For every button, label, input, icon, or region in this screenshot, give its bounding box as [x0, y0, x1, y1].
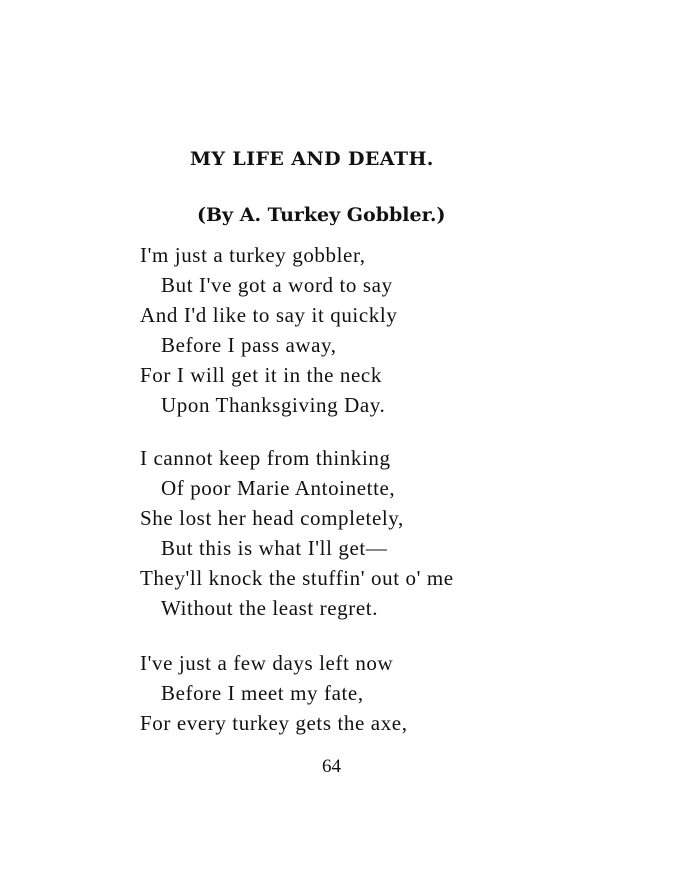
poem-line: She lost her head completely, — [140, 506, 404, 530]
poem-line: Before I pass away, — [161, 333, 337, 357]
poem-line: But I've got a word to say — [161, 273, 393, 297]
page-number: 64 — [322, 756, 341, 777]
poem-line: I cannot keep from thinking — [140, 446, 391, 470]
stanza-3 — [140, 648, 408, 738]
poem-title: MY LIFE AND DEATH. — [190, 148, 434, 170]
poem-line: They'll knock the stuffin' out o' me — [140, 566, 454, 590]
poem-line: I've just a few days left now — [140, 651, 394, 675]
poem-line: Upon Thanksgiving Day. — [161, 393, 386, 417]
poem-line: For I will get it in the neck — [140, 363, 382, 387]
poem-line: Of poor Marie Antoinette, — [161, 476, 396, 500]
poem-line: Without the least regret. — [161, 596, 379, 620]
poem-line: I'm just a turkey gobbler, — [140, 243, 366, 267]
stanza-2 — [140, 443, 454, 623]
poem-line: Before I meet my fate, — [161, 681, 364, 705]
poem-line: For every turkey gets the axe, — [140, 711, 408, 735]
stanza-1 — [140, 240, 397, 420]
poem-line: But this is what I'll get— — [161, 536, 388, 560]
poem-line: And I'd like to say it quickly — [140, 303, 398, 327]
poem-byline: (By A. Turkey Gobbler.) — [197, 204, 446, 226]
